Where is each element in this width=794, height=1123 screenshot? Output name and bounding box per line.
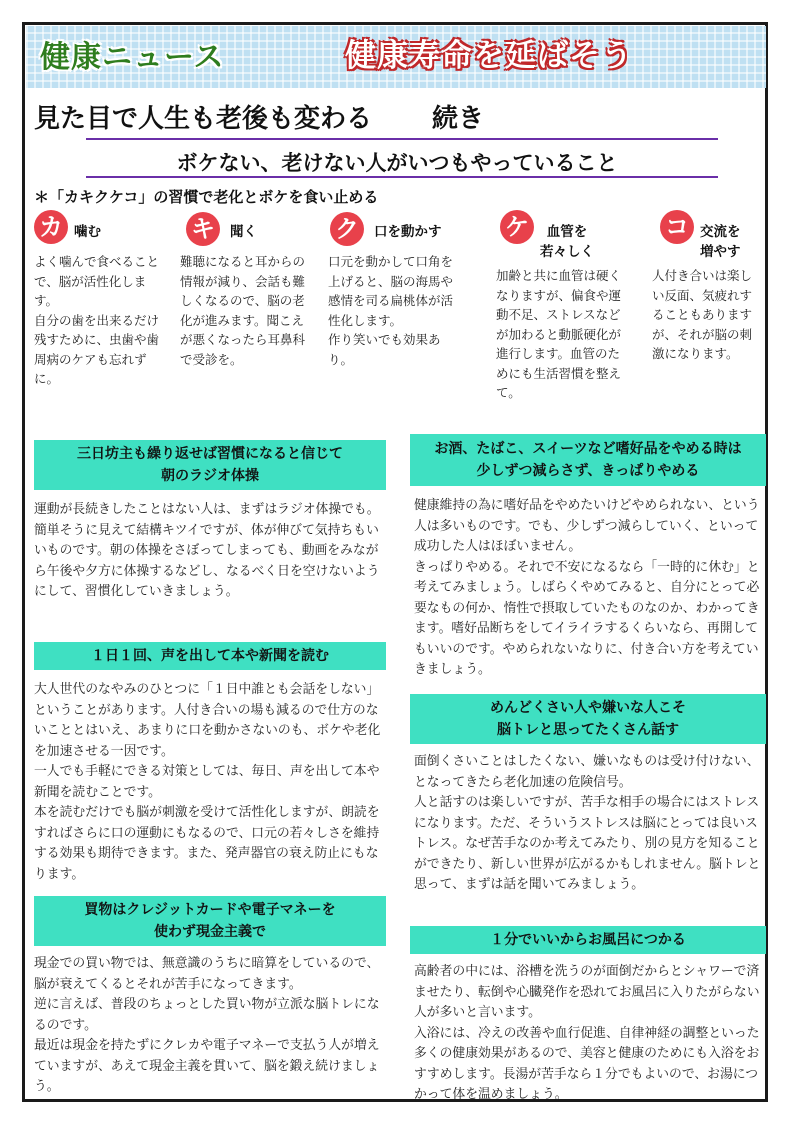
- lead-text: ＊「カキクケコ」の習慣で老化とボケを食い止める: [34, 188, 379, 206]
- badge-ke: ケ: [500, 210, 534, 244]
- subtitle: ボケない、老けない人がいつもやっていること: [176, 151, 618, 175]
- section-people-heading: [410, 694, 766, 744]
- badge-ka: カ: [34, 210, 68, 244]
- section-radio-heading-line2: 朝のラジオ体操: [161, 468, 259, 484]
- ke-label: 血管を 若々しく: [540, 224, 594, 260]
- badge-ko: コ: [660, 210, 694, 244]
- section-people-body: 面倒くさいことはしたくない、嫌いなものは受け付けない、となってきたら老化加速の危険信号。 人と話すのは楽しいですが、苦手な相手の場合にはストレスになります。ただ、そういうストレスは脳にとっては良いストレス。なぜ苦手なのか考えてみたり、別の見方を知ることができたり、新しい世界が広がるかもしれません。脳トレと思って、まずは話を聞いてみましょう。: [414, 754, 761, 892]
- section-cash-heading-line1: 買物はクレジットカードや電子マネーを: [84, 902, 336, 918]
- brand-title: 健康ニュース: [40, 40, 225, 75]
- section-habits-body: 健康維持の為に嗜好品をやめたいけどやめられない、という人は多いものです。でも、少しずつ減らしていく、といって成功した人はほぼいません。 きっぱりやめる。それで不安になるなら「一時的に休む」と考えてみましょう。しばらくやめてみると、自分にとって必要なもの何か、惰性で摂取していたものなのか、わかってきます。嗜好品断ちをしてイライラするくらいなら、再開してもいいのです。やめられないなりに、付き合い方を考えていきましょう。: [414, 498, 760, 677]
- article-title: [34, 98, 484, 135]
- ku-label: 口を動かす: [374, 224, 442, 240]
- ki-body: 難聴になると耳からの情報が減り、会話も難しくなるので、脳の老化が進みます。聞こえが悪くなったら耳鼻科で受診を。: [180, 254, 306, 367]
- section-habits-heading: [410, 434, 766, 486]
- section-cash-body: 現金での買い物では、無意識のうちに暗算をしているので、脳が衰えてくるとそれが苦手になってきます。 逆に言えば、普段のちょっとした買い物が立派な脳トレになるのです。 最近は現金を持たずにクレカや電子マネーで支払う人が増えていますが、あえて現金主義を貫いて、脳を鍛え続けましょう。: [34, 956, 380, 1094]
- section-radio-heading: [34, 440, 386, 490]
- ka-body: よく噛んで食べることで、脳が活性化します。 自分の歯を出来るだけ残すために、虫歯や歯周病のケアも忘れずに。: [34, 254, 160, 386]
- divider-bottom: [86, 176, 718, 178]
- ke-body: 加齢と共に血管は硬くなりますが、偏食や運動不足、ストレスなどが加わると動脈硬化が進行します。血管のためにも生活習慣を整えて。: [496, 268, 622, 400]
- section-habits-heading-line2: 少しずつ減らさず、きっぱりやめる: [476, 463, 700, 479]
- section-reading-body: 大人世代のなやみのひとつに「１日中誰とも会話をしない」ということがあります。人付き合いの場も減るので仕方のないこととはいえ、あまりに口を動かさないのも、ボケや老化を加速させる一因です。 一人でも手軽にできる対策としては、毎日、声を出して本や新聞を読むことです。 本を読むだけでも脳が刺激を受けて活性化しますが、朗読をすればさらに口の運動にもなるので、口元の若々しさを維持する効果も期待できます。また、発声器官の衰え防止にもなります。: [34, 682, 381, 882]
- article-title-main: 見た目で人生も老後も変わる: [34, 104, 373, 134]
- article-title-cont: 続き: [432, 104, 485, 134]
- badge-ku: ク: [330, 212, 364, 246]
- section-habits-heading-line1: お酒、たばこ、スイーツなど嗜好品をやめる時は: [434, 441, 742, 457]
- ki-label: 聞く: [230, 224, 257, 240]
- section-radio-body: 運動が長続きしたことはない人は、まずはラジオ体操でも。簡単そうに見えて結構キツイですが、体が伸びて気持ちもいいものです。朝の体操をさぼってしまっても、動画をみながら午後や夕方に体操するなどし、なるべく日を空けないようにして、習慣化していきましょう。: [34, 502, 380, 599]
- section-reading-heading-line1: １日１回、声を出して本や新聞を読む: [91, 648, 329, 664]
- section-cash-heading-line2: 使わず現金主義で: [154, 924, 266, 940]
- section-bath-body: 高齢者の中には、浴槽を洗うのが面倒だからとシャワーで済ませたり、転倒や心臓発作を恐れてお風呂に入りたがらない人が多いと言います。 入浴には、冷えの改善や血行促進、自律神経の調整といった多くの健康効果があるので、美容と健康のためにも入浴をおすすめします。長湯が苦手なら１分でもよいので、お湯につかって体を温めましょう。: [414, 964, 760, 1102]
- ko-body: 人付き合いは楽しい反面、気疲れすることもありますが、それが脳の刺激になります。: [652, 268, 753, 361]
- section-people-heading-line2: 脳トレと思ってたくさん話す: [497, 722, 679, 738]
- section-cash-heading: [34, 896, 386, 946]
- section-reading-heading: [34, 642, 386, 670]
- ka-label: 噛む: [74, 224, 101, 240]
- section-radio-heading-line1: 三日坊主も繰り返せば習慣になると信じて: [77, 446, 343, 462]
- section-bath-heading-line1: １分でいいからお風呂につかる: [490, 932, 686, 948]
- headline: 健康寿命を延ばそう: [345, 38, 633, 74]
- section-people-heading-line1: めんどくさい人や嫌いな人こそ: [490, 700, 686, 716]
- divider-top: [86, 138, 718, 140]
- ku-body: 口元を動かして口角を上げると、脳の海馬や感情を司る扁桃体が活性化します。 作り笑いでも効果あり。: [328, 254, 454, 367]
- badge-ki: キ: [186, 212, 220, 246]
- ko-label: 交流を 増やす: [700, 224, 741, 260]
- section-bath-heading: [410, 926, 766, 954]
